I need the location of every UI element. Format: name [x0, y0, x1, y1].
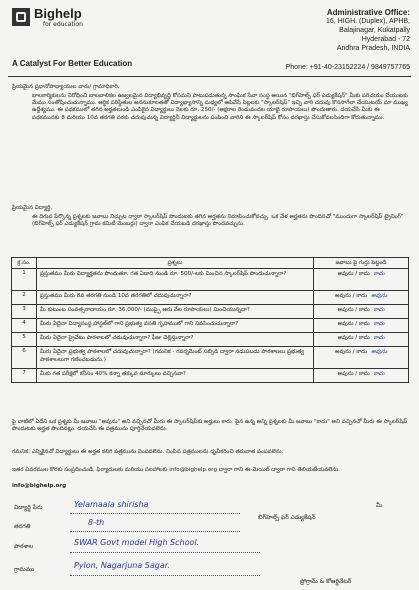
answer-mark: కాదు	[373, 321, 385, 327]
village-label: గ్రామము	[14, 566, 35, 573]
answer-mark: కాదు	[373, 307, 385, 313]
row-number: 1	[12, 269, 37, 291]
phone-number: Phone: +91-40-23152224 / 9849757765	[285, 64, 410, 71]
class-value[interactable]: 8-th	[88, 518, 105, 527]
table-row	[12, 319, 409, 333]
org-signature-label: బిగ్‌హెల్ప్ ఫర్ ఎడ్యుకేషన్	[258, 514, 316, 521]
brand-subtitle: for education	[43, 21, 83, 28]
table-header-row	[12, 258, 409, 269]
row-answer-cell[interactable]: అవును / కాదు కాదు	[314, 333, 409, 347]
row-answer-cell[interactable]: అవును / కాదు కాదు	[314, 305, 409, 319]
attention-note: గమనిక: ఎన్నికైనచో విద్యార్థులు ఈ అర్హత కలిగి పత్రమును నింపవలెను. నింపిన పత్రములను ధృవీకరించి తరువాత పంపవలెను.	[12, 449, 284, 455]
signature-prefix: మీ	[376, 502, 383, 509]
result-note: పై వాటిలో ఏదేని ఒక ప్రశ్నకు మీ జవాబు "అవును" అని వచ్చినచో మీరు ఈ స్కాలర్‌షిప్‌కు అర్హులు కారు. పైన ఉన్న అన్ని ప్రశ్నలకు మీ జవాబు "కాదు" అని వచ్చినచో మీరు ఈ స్కాలర్‌షిప్ పొందుటకు అర్హత పొందినట్లు. దయచేసి ఈ పత్రమును పూర్తిచేయవలెను.	[12, 419, 408, 433]
greeting-student: ప్రియమైన విద్యార్థి,	[12, 205, 53, 211]
intro-paragraph: బాలకార్మికులను నిరోధించి బాలబాలికల ఉజ్వలమైన విద్యాభివృద్ధి కోసమని పాటుపడుతున్న సాంఘిక సేవా సంస్థ అయిన "బిగ్‌హెల్ప్ ఫర్ ఎడ్యుకేషన్" మీకు పరిచయం చేయుటకు మేము సంతోషించుచున్నాము. ఆర్థిక పరిస్థితుల అననుకూలతతో విద్యాభ్యాసాన్ని మధ్యలో ఆపివేసే పిల్లలకు "స్కాలర్‌షిప్" ఇచ్చి వారి చదువు కొనసాగేలా చేయుటయే మా ముఖ్య ఉద్దేశ్యము. ఈ పథకములో తగిన అర్హతలుండి ఎంపికైన విద్యార్థులు నెలకు రూ. 250/- (అక్షరాల రెండువందల యాభై రూపాయలు) పొందుతారు. దయచేసి మీకు ఈ పథకమునకు 8 మరియు 10వ తరగతి వరకు చదువుచున్న విద్యార్థినీ విద్యార్థులను పంపించి వారిని ఈ స్కాలర్‌షిప్ కోసం దరఖాస్తు చేసుకోవలసిందిగా కోరుతున్నాము.	[32, 93, 408, 121]
name-line	[70, 512, 240, 514]
greeting-headmaster: ప్రియమైన ప్రధానోపాధ్యాయుల వారు/ గ్రామాధికారి,	[12, 84, 120, 90]
answer-mark: కాదు	[373, 335, 385, 341]
class-line	[70, 530, 240, 532]
row-question: ప్రస్తుతము మీరు విద్యార్హతను పొందుతూ, గత ఏడాది నుండి రూ. 500/-లకు మించిన స్కాలర్‌షిప్ పొందుచున్నారా?	[37, 269, 314, 291]
table-row	[12, 347, 409, 369]
tagline: A Catalyst For Better Education	[12, 59, 133, 68]
row-number: 5	[12, 333, 37, 347]
col-header-question: ప్రశ్నలు	[37, 258, 314, 269]
col-header-answer: జవాబు పై గుర్తు పెట్టండి	[314, 258, 409, 269]
row-answer-cell[interactable]: అవును / కాదు కాదు	[314, 319, 409, 333]
row-question: మీరు ఏదైనా విద్యాసంస్థ హాస్టల్‌లో గాని ప్రభుత్వ వసతి గృహములో గాని నివసించుచున్నారా?	[37, 319, 314, 333]
table-row	[12, 305, 409, 319]
table-row	[12, 291, 409, 305]
row-answer-cell[interactable]: అవును / కాదు అవును	[314, 347, 409, 369]
table-row	[12, 333, 409, 347]
row-question: ప్రస్తుతము మీరు 8వ తరగతి నుండి 10వ తరగతిలో చదువుచున్నారా?	[37, 291, 314, 305]
school-line	[70, 551, 260, 553]
address-title: Administrative Office:	[326, 8, 410, 17]
row-answer-cell[interactable]: అవును / కాదు అవును	[314, 291, 409, 305]
row-question: మీరు ఏదైనా ప్రభుత్వ పాఠశాలలో చదువుచున్నారా? (గమనిక - గవర్నమెంట్ సబ్సిడి ద్వారా నడుపబడు పాఠశాలలు ప్రభుత్వ పాఠశాలలుగా గణించబడును.)	[37, 347, 314, 369]
contact-note: ఇతర వివరముల కొరకు సంప్రదించండి, ఫిర్యాదులకు మరియు సలహాలకు info@bighelp.org ద్వారా గాని ఈ-మెయిల్ ద్వారా గాని తెలియజేయవలెను.	[12, 467, 340, 473]
student-name-label: విద్యార్థి పేరు	[14, 504, 43, 511]
row-answer-cell[interactable]: అవును / కాదు కాదు	[314, 369, 409, 383]
address-line: Balajinagar, Kukatpally	[339, 27, 410, 34]
address-line: 16, HIGH. (Duplex), APHB,	[325, 18, 410, 25]
school-label: పాఠశాల	[14, 543, 34, 550]
col-header-number: క్ర.సం.	[12, 258, 37, 269]
row-answer-cell[interactable]: అవును / కాదు కాదు	[314, 269, 409, 291]
table-row	[12, 269, 409, 291]
header-divider	[8, 76, 411, 77]
row-number: 3	[12, 305, 37, 319]
row-number: 7	[12, 369, 37, 383]
answer-mark: అవును	[371, 293, 388, 299]
student-name-value[interactable]: Yelamaala shirisha	[74, 500, 149, 509]
village-line	[70, 574, 260, 576]
village-value[interactable]: Pylon, Nagarjuna Sagar.	[74, 561, 170, 570]
answer-mark: కాదు	[373, 271, 385, 277]
contact-email[interactable]: info@bighelp.org	[12, 483, 67, 489]
class-label: తరగతి	[14, 523, 31, 530]
row-question: మీకు గత పరీక్షలో కనీసం 40% కన్నా తక్కువ మార్కులు వచ్చినవా?	[37, 369, 314, 383]
row-question: మీరు ఏదైనా ప్రైవేటు పాఠశాలలో చదువుచున్నారా? ఫీజు చెల్లిస్తున్నారా?	[37, 333, 314, 347]
brand-name: Bighelp	[34, 6, 82, 21]
eligibility-table	[11, 257, 409, 383]
answer-mark: అవును	[371, 349, 388, 355]
student-paragraph: ఈ దిగువ పేర్కొన్న ప్రశ్నలకు జవాబు నిచ్చుట ద్వారా స్కాలర్‌షిప్ పొందుటకు తగిన అర్హతను నిరూపించుకోవచ్చు. ఒక వేళ అర్హతను పొందినచో "ముందుగా స్కాలర్‌షిప్ ట్రైనింగ్" (బిగ్‌హెల్ప్ ఫర్ ఎడ్యుకేషన్ గ్రామ కమిటీ మెంబర్లు) ద్వారా ఎంపిక చేయబడి దరఖాస్తు పొందవచ్చును.	[32, 214, 404, 228]
row-number: 2	[12, 291, 37, 305]
coordinator-label: ప్రోగ్రామ్ & కోఆర్డినేటర్	[300, 578, 352, 585]
bighelp-logo-icon	[12, 8, 30, 26]
row-number: 6	[12, 347, 37, 369]
address-line: Hyderabad - 72	[361, 36, 410, 43]
answer-mark: కాదు	[373, 371, 385, 377]
row-question: మీ కుటుంబ సంవత్సరాదాయం రూ. 36,000/- (ముప్పై ఆరు వేల రూపాయలు) మించియున్నదా?	[37, 305, 314, 319]
table-row	[12, 369, 409, 383]
office-address	[326, 8, 410, 53]
address-line: Andhra Pradesh, INDIA	[336, 45, 410, 52]
school-value[interactable]: SWAR Govt model High School.	[74, 538, 200, 547]
row-number: 4	[12, 319, 37, 333]
